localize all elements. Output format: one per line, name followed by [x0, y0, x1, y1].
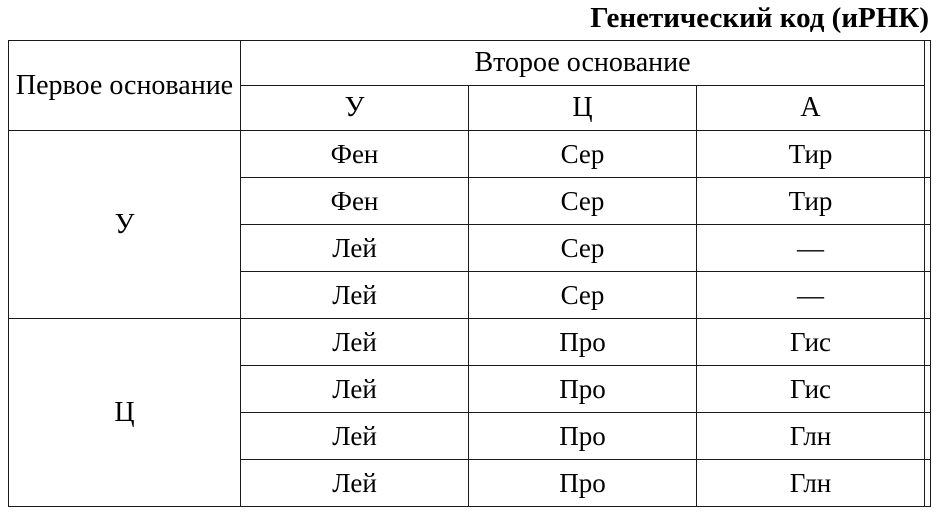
codon-cell: Про	[469, 460, 697, 507]
codon-cell: Фен	[241, 131, 469, 178]
table-edge-cell	[925, 131, 931, 178]
table-edge-cell	[925, 225, 931, 272]
second-base-header: Второе основание	[241, 41, 925, 86]
codon-cell: Тир	[697, 131, 925, 178]
table-edge-cell	[925, 178, 931, 225]
codon-cell: Про	[469, 366, 697, 413]
second-base-a: А	[697, 86, 925, 131]
table-edge-cell	[925, 41, 931, 131]
codon-cell: Лей	[241, 272, 469, 319]
codon-cell: —	[697, 225, 925, 272]
codon-cell: Сер	[469, 131, 697, 178]
codon-cell: Сер	[469, 225, 697, 272]
codon-cell: Тир	[697, 178, 925, 225]
codon-cell: Фен	[241, 178, 469, 225]
codon-cell: —	[697, 272, 925, 319]
codon-cell: Лей	[241, 225, 469, 272]
codon-cell: Глн	[697, 413, 925, 460]
codon-cell: Лей	[241, 413, 469, 460]
codon-cell: Гис	[697, 366, 925, 413]
codon-cell: Сер	[469, 272, 697, 319]
codon-cell: Гис	[697, 319, 925, 366]
second-base-u: У	[241, 86, 469, 131]
codon-cell: Глн	[697, 460, 925, 507]
table-edge-cell	[925, 319, 931, 366]
codon-cell: Сер	[469, 178, 697, 225]
codon-cell: Про	[469, 413, 697, 460]
table-header-row	[9, 41, 931, 86]
table-edge-cell	[925, 413, 931, 460]
second-base-c: Ц	[469, 86, 697, 131]
table-edge-cell	[925, 460, 931, 507]
codon-cell: Про	[469, 319, 697, 366]
genetic-code-table	[8, 40, 931, 507]
first-base-group-c: Ц	[9, 319, 241, 507]
codon-cell: Лей	[241, 319, 469, 366]
codon-cell: Лей	[241, 366, 469, 413]
first-base-header: Первое основание	[9, 41, 241, 131]
codon-cell: Лей	[241, 460, 469, 507]
first-base-group-u: У	[9, 131, 241, 319]
table-edge-cell	[925, 366, 931, 413]
page-title: Генетический код (иРНК)	[590, 2, 929, 34]
table-row	[9, 131, 931, 178]
table-edge-cell	[925, 272, 931, 319]
table-row	[9, 319, 931, 366]
